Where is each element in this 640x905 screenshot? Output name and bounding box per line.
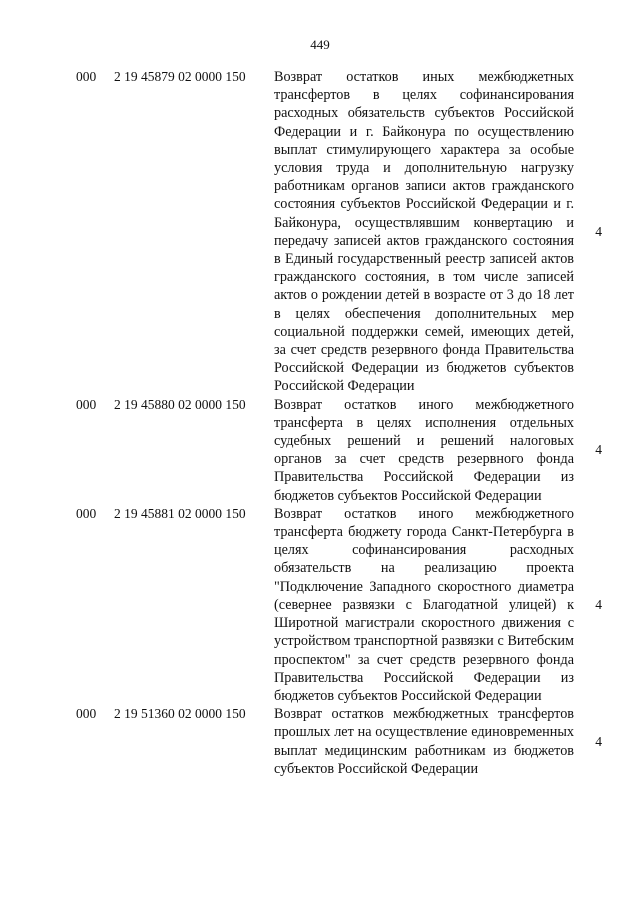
table-row [0,505,640,705]
table-row [0,396,640,505]
table-row [0,68,640,396]
budget-classification-code: 2 19 45879 02 0000 150 [114,69,246,84]
income-description: Возврат остатков межбюджетных трансфертов прошлых лет на осуществление единовременных выплат медицинским работникам из бюджетов субъектов Российской Федерации [274,706,574,777]
table-row [0,705,640,778]
group-code: 4 [595,223,602,239]
budget-classification-code: 2 19 45880 02 0000 150 [114,396,246,412]
admin-code: 000 [76,706,97,722]
budget-code-table [0,68,640,778]
group-code: 4 [595,596,602,612]
admin-code: 000 [76,505,97,521]
admin-code: 000 [76,396,97,412]
income-description: Возврат остатков иных межбюджетных трансфертов в целях софинансирования расходных обязательств субъектов Российской Федерации и г. Байконура по осуществлению выплат стимулирующего характера за особые условия труда и дополнительную нагрузку работникам органов записи актов гражданского состояния субъектов Российской Федерации и г. Байконура, осуществлявшим конвертацию и передачу записей актов гражданского состояния в Единый государственный реестр записей актов гражданского состояния, в том числе записей актов о рождении детей в возрасте от 3 до 18 лет в целях обеспечения дополнительных мер социальной поддержки семей, имеющих детей, за счет средств резервного фонда Правительства Российской Федерации из бюджетов субъектов Российской Федерации [274,69,574,395]
budget-classification-code: 2 19 51360 02 0000 150 [114,706,246,722]
group-code: 4 [595,442,602,458]
group-code: 4 [595,733,602,749]
budget-classification-code: 2 19 45881 02 0000 150 [114,505,246,521]
page-number: 449 [310,37,330,52]
income-description: Возврат остатков иного межбюджетного трансферта бюджету города Санкт-Петербурга в целях софинансирования расходных обязательств на реализацию проекта "Подключение Западного скоростного диаметра (севернее развязки с Благодатной улицей) к Широтной магистрали скоростного движения с устройством транспортной развязки с Витебским проспектом" за счет средств резервного фонда Правительства Российской Федерации из бюджетов субъектов Российской Федерации [274,505,574,704]
income-description: Возврат остатков иного межбюджетного трансферта в целях исполнения отдельных судебных решений и решений налоговых органов за счет средств резервного фонда Правительства Российской Федерации из бюджетов субъектов Российской Федерации [274,396,574,504]
admin-code: 000 [76,69,97,84]
